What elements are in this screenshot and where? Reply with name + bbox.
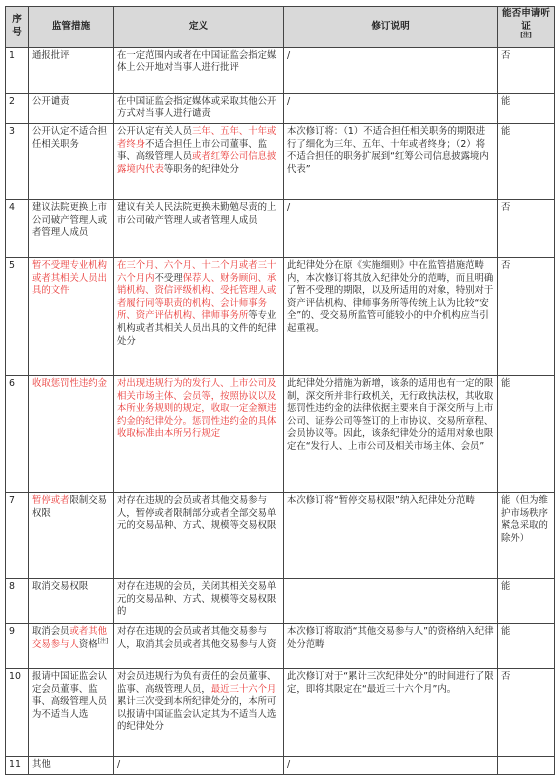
definition-text: 在一定范围内或者在中国证监会指定媒体上公开地对当事人进行批评 [117, 49, 277, 74]
cell-definition [114, 199, 284, 257]
cell-appeal [498, 47, 555, 93]
header-measure: 监管措施 [29, 7, 114, 48]
measure-text: 资格 [78, 638, 98, 650]
cell-measure [29, 668, 114, 756]
note-text: 此次修订对于“累计三次纪律处分”的时间进行了限定，即将其限定在“最近三十六个月”内。 [287, 670, 494, 695]
note-text: / [287, 95, 291, 107]
cell-no [6, 756, 29, 774]
cell-note [284, 756, 498, 774]
cell-definition [114, 492, 284, 578]
table-row [6, 492, 555, 578]
definition-text: / [117, 758, 121, 770]
definition-text: 等专业机构或者其相关人员出具的文件的纪律处分 [117, 310, 277, 347]
cell-measure [29, 257, 114, 375]
cell-note [284, 492, 498, 578]
row-number: 1 [9, 49, 15, 61]
note-text: 本次修订将：（1）不适合担任相关职务的期限进行了细化为三年、五年、十年或者终身；（2）将不适合担任的职务扩展到“红筹公司信息披露境内代表” [287, 125, 489, 175]
note-text: 本次修订将“暂停交易权限”纳入纪律处分范畴 [287, 494, 475, 506]
appeal-value: 否 [501, 670, 511, 682]
row-number: 8 [9, 580, 15, 592]
appeal-value: 能（但为维护市场秩序紧急采取的除外） [501, 494, 548, 544]
cell-note [284, 375, 498, 492]
cell-measure [29, 123, 114, 199]
row-number: 9 [9, 625, 15, 637]
note-text: 此纪律处分措施为新增，该条的适用也有一定的限制，深交所并非行政机关，无行政执法权，其收取惩罚性违约金的法律依据主要来自于深交所与上市公司、证券公司等签订的上市协议、交易所章程、会员协议等。因此，该条纪律处分的适用对象也限定在“发行人、上市公司及相关市场主体、会员” [287, 377, 494, 452]
definition-text: 三年、五年、十年或者终身 [117, 125, 277, 150]
appeal-value: 能 [501, 580, 511, 592]
cell-definition [114, 93, 284, 123]
table-row [6, 756, 555, 774]
cell-note [284, 123, 498, 199]
row-number: 11 [9, 758, 21, 770]
header-appeal-text: 能否申请听证 [502, 8, 550, 32]
table-row [6, 123, 555, 199]
measure-text: [注] [97, 637, 109, 645]
definition-text: 或者红筹公司信息披露境内代表 [117, 151, 277, 175]
cell-definition [114, 47, 284, 93]
cell-no [6, 668, 29, 756]
measure-text: 报请中国证监会认定会员董事、监事、高级管理人员为不适当人选 [32, 670, 108, 720]
note-text: / [287, 201, 291, 213]
table-row [6, 199, 555, 257]
definition-text: 等职务的纪律处分 [163, 163, 239, 175]
definition-text: 对存在违规的会员，关闭其相关交易单元的交易品种、方式、规模等交易权限的 [117, 580, 277, 618]
cell-definition [114, 623, 284, 668]
cell-no [6, 47, 29, 93]
measure-text: 收取惩罚性违约金 [32, 377, 108, 389]
definition-text: 对存在违规的会员或者其他交易参与人，暂停或者限制部分或者全部交易单元的交易品种、方式、规模等交易权限 [117, 494, 277, 532]
definition-text: 不适合担任上市公司董事、监事、高级管理人员 [117, 138, 268, 163]
appeal-value: 能 [501, 625, 511, 637]
cell-note [284, 93, 498, 123]
measures-table [5, 6, 555, 775]
cell-appeal [498, 756, 555, 774]
row-number: 5 [9, 259, 15, 271]
cell-note [284, 257, 498, 375]
cell-note [284, 578, 498, 623]
cell-no [6, 123, 29, 199]
cell-measure [29, 375, 114, 492]
row-number: 2 [9, 95, 15, 107]
cell-measure [29, 93, 114, 123]
appeal-value: 能 [501, 377, 511, 389]
table-row [6, 93, 555, 123]
cell-no [6, 375, 29, 492]
measure-text: 其他 [32, 758, 51, 770]
table-row [6, 257, 555, 375]
table-row [6, 623, 555, 668]
definition-text: 不受理 [154, 272, 183, 284]
cell-appeal [498, 578, 555, 623]
header-appeal-footnote: [注] [520, 32, 532, 39]
table-row [6, 668, 555, 756]
table-row [6, 578, 555, 623]
note-text: / [287, 758, 291, 770]
cell-measure [29, 492, 114, 578]
appeal-value: 能 [501, 95, 511, 107]
cell-definition [114, 756, 284, 774]
definition-text: 保荐人、财务顾问、承销机构、资信评级机构、受托管理人或者履行同等职责的机构、会计师事务所、资产评估机构、律师事务所 [117, 272, 277, 322]
cell-appeal [498, 123, 555, 199]
row-number: 10 [9, 670, 21, 682]
cell-no [6, 623, 29, 668]
cell-definition [114, 123, 284, 199]
measure-text: 暂不受理专业机构或者其相关人员出具的文件 [32, 259, 108, 297]
table-row [6, 375, 555, 492]
definition-text: 最近三十六个月 [210, 683, 277, 695]
cell-measure [29, 623, 114, 668]
measure-text: 通报批评 [32, 49, 70, 61]
appeal-value: 能 [501, 125, 511, 137]
cell-note [284, 199, 498, 257]
cell-appeal [498, 623, 555, 668]
header-definition: 定义 [114, 7, 284, 48]
measure-text: 取消交易权限 [32, 580, 89, 592]
cell-definition [114, 375, 284, 492]
appeal-value: 否 [501, 201, 511, 213]
measure-text: 公开谴责 [32, 95, 70, 107]
definition-text: 累计三次受到本所纪律处分的，本所可以报请中国证监会认定其为不适当人选的纪律处分 [117, 696, 277, 733]
definition-text: 在中国证监会指定媒体或采取其他公开方式对当事人进行谴责 [117, 95, 277, 120]
measure-text: 取消会员 [32, 625, 70, 637]
cell-no [6, 492, 29, 578]
definition-text: 在三个月、六个月、十二个月或者三十六个月内 [117, 259, 277, 284]
cell-note [284, 47, 498, 93]
table-row [6, 47, 555, 93]
cell-appeal [498, 257, 555, 375]
measure-text: 限制交易权限 [32, 494, 108, 519]
cell-measure [29, 47, 114, 93]
row-number: 6 [9, 377, 15, 389]
appeal-value: 否 [501, 49, 511, 61]
cell-no [6, 257, 29, 375]
cell-measure [29, 578, 114, 623]
cell-note [284, 623, 498, 668]
cell-appeal [498, 93, 555, 123]
cell-definition [114, 578, 284, 623]
cell-note [284, 668, 498, 756]
header-note: 修订说明 [284, 7, 498, 48]
note-text: / [287, 49, 291, 61]
header-appeal [498, 7, 555, 48]
row-number: 3 [9, 125, 15, 137]
cell-measure [29, 199, 114, 257]
cell-no [6, 578, 29, 623]
cell-appeal [498, 668, 555, 756]
appeal-value: 否 [501, 259, 511, 271]
measure-text: 暂停或者 [32, 494, 70, 506]
note-text: 此纪律处分在原《实施细则》中在监管措施范畴内，本次修订将其放入纪律处分的范畴，而且明确了暂不受理的期限，以及所适用的对象，特别对于资产评估机构、律师事务所等传统上认为比较“安全”的、受交易所监管可能较小的中介机构应当引起重视。 [287, 259, 494, 334]
cell-appeal [498, 199, 555, 257]
cell-no [6, 199, 29, 257]
definition-text: 对出现违规行为的发行人、上市公司及相关市场主体、会员等，按照协议以及本所业务规则的规定，收取一定金额违约金的纪律处分。惩罚性违约金的具体收取标准由本所另行规定 [117, 377, 277, 440]
cell-appeal [498, 492, 555, 578]
cell-definition [114, 257, 284, 375]
header-no: 序号 [6, 7, 29, 48]
measure-text: 建议法院更换上市公司破产管理人或者管理人成员 [32, 201, 108, 239]
row-number: 7 [9, 494, 15, 506]
definition-text: 对会员违规行为负有责任的会员董事、监事、高级管理人员， [117, 670, 277, 695]
header-row [6, 7, 555, 48]
row-number: 4 [9, 201, 15, 213]
definition-text: 对存在违规的会员或者其他交易参与人，取消其会员或者其他交易参与人资 [117, 625, 277, 650]
note-text: 本次修订将取消“其他交易参与人”的资格纳入纪律处分范畴 [287, 625, 494, 650]
cell-measure [29, 756, 114, 774]
definition-text: 公开认定有关人员 [117, 125, 193, 137]
cell-appeal [498, 375, 555, 492]
definition-text: 建议有关人民法院更换未勤勉尽责的上市公司破产管理人或者管理人成员 [117, 201, 277, 226]
cell-definition [114, 668, 284, 756]
measure-text: 或者其他交易参与人 [32, 625, 108, 650]
cell-no [6, 93, 29, 123]
measure-text: 公开认定不适合担任相关职务 [32, 125, 108, 150]
table-body [6, 47, 555, 774]
